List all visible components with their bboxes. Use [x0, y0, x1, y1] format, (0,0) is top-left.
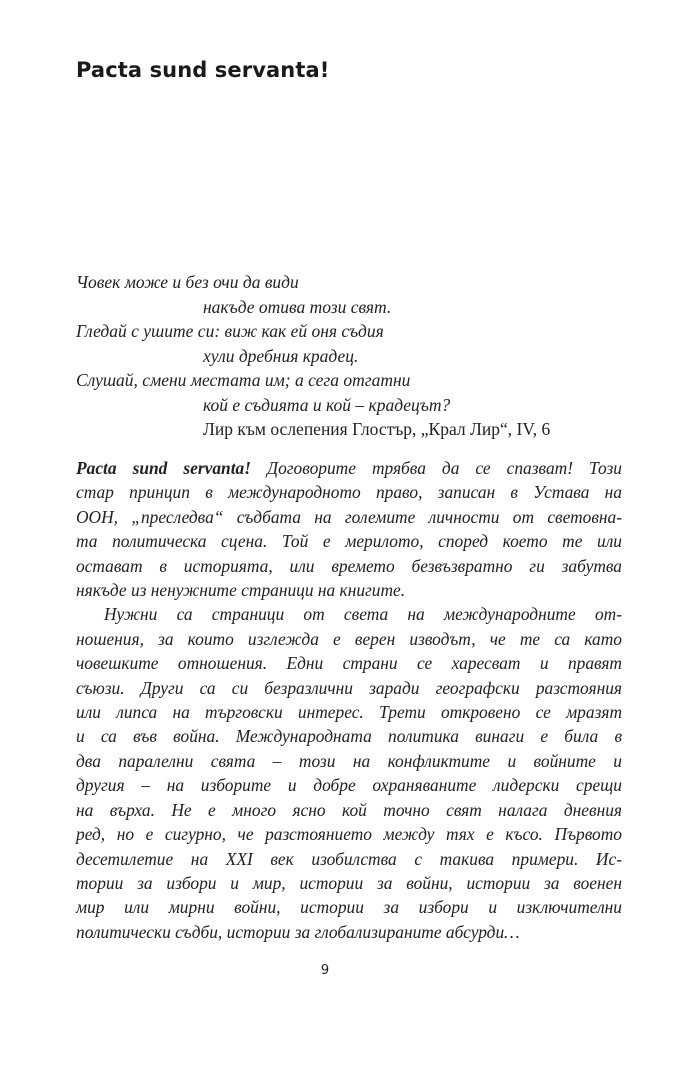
epigraph-attribution: Лир към ослепения Глостър, „Крал Лир“, IV, 6 [203, 419, 551, 439]
body-line: или липса на търговски интерес. Трети откровено се мразят [76, 702, 622, 723]
body-line: два паралелни свята – този на конфликтите и войните и [76, 750, 622, 771]
epigraph-line: Слушай, смени местата им; а сега отгатни [76, 370, 411, 390]
body-line: десетилетие на XXI век изобилства с такива примери. Ис- [76, 848, 622, 869]
body-line: и са във война. Международната политика винаги е била в [76, 726, 622, 747]
epigraph-line: кой е съдията и кой – крадецът? [203, 394, 451, 415]
body-line: тории за избори и мир, истории за войни, истории за военен [76, 872, 622, 893]
body-line: съюзи. Други са си безразлични заради географски разстояния [76, 677, 622, 698]
body-line: политически съдби, истории за глобализираните абсурди… [76, 921, 520, 942]
lead-phrase: Pacta sund servanta! [76, 458, 252, 478]
body-line: ред, но е сигурно, че разстоянието между тях е късо. Първото [76, 824, 622, 845]
body-line-text: Договорите трябва да се спазват! Този [251, 458, 622, 478]
page-number: 9 [320, 963, 330, 978]
epigraph-line: накъде отива този свят. [203, 296, 392, 317]
epigraph-line: хули дребния крадец. [203, 345, 359, 366]
body-line: Нужни са страници от света на международните от- [104, 604, 622, 625]
body-line: остават в историята, или времето безвъзвратно ги забутва [76, 555, 622, 576]
body-line [76, 456, 622, 480]
body-line: на върха. Не е много ясно кой точно свят налага дневния [76, 799, 622, 820]
body-line: ношения, за които изглежда е верен изводът, че те са като [76, 628, 622, 649]
body-line: мир или мирни войни, истории за избори и изключителни [76, 897, 622, 918]
chapter-title: Pacta sund servanta! [76, 58, 330, 82]
body-line: стар принцип в международното право, записан в Устава на [76, 482, 622, 503]
body-line: другия – на изборите и добре охраняваните лидерски срещи [76, 775, 622, 796]
body-text [76, 456, 622, 944]
epigraph-line: Човек може и без очи да види [76, 272, 299, 292]
body-line: ООН, „преследва“ съдбата на големите личности от световна- [76, 506, 622, 527]
epigraph [76, 270, 636, 442]
body-line: та политическа сцена. Той е мерилото, според което те или [76, 531, 622, 552]
body-line: някъде из ненужните страници на книгите. [76, 580, 406, 601]
body-line: човешките отношения. Едни страни се харесват и правят [76, 653, 622, 674]
epigraph-line: Гледай с ушите си: виж как ей оня съдия [76, 321, 384, 341]
